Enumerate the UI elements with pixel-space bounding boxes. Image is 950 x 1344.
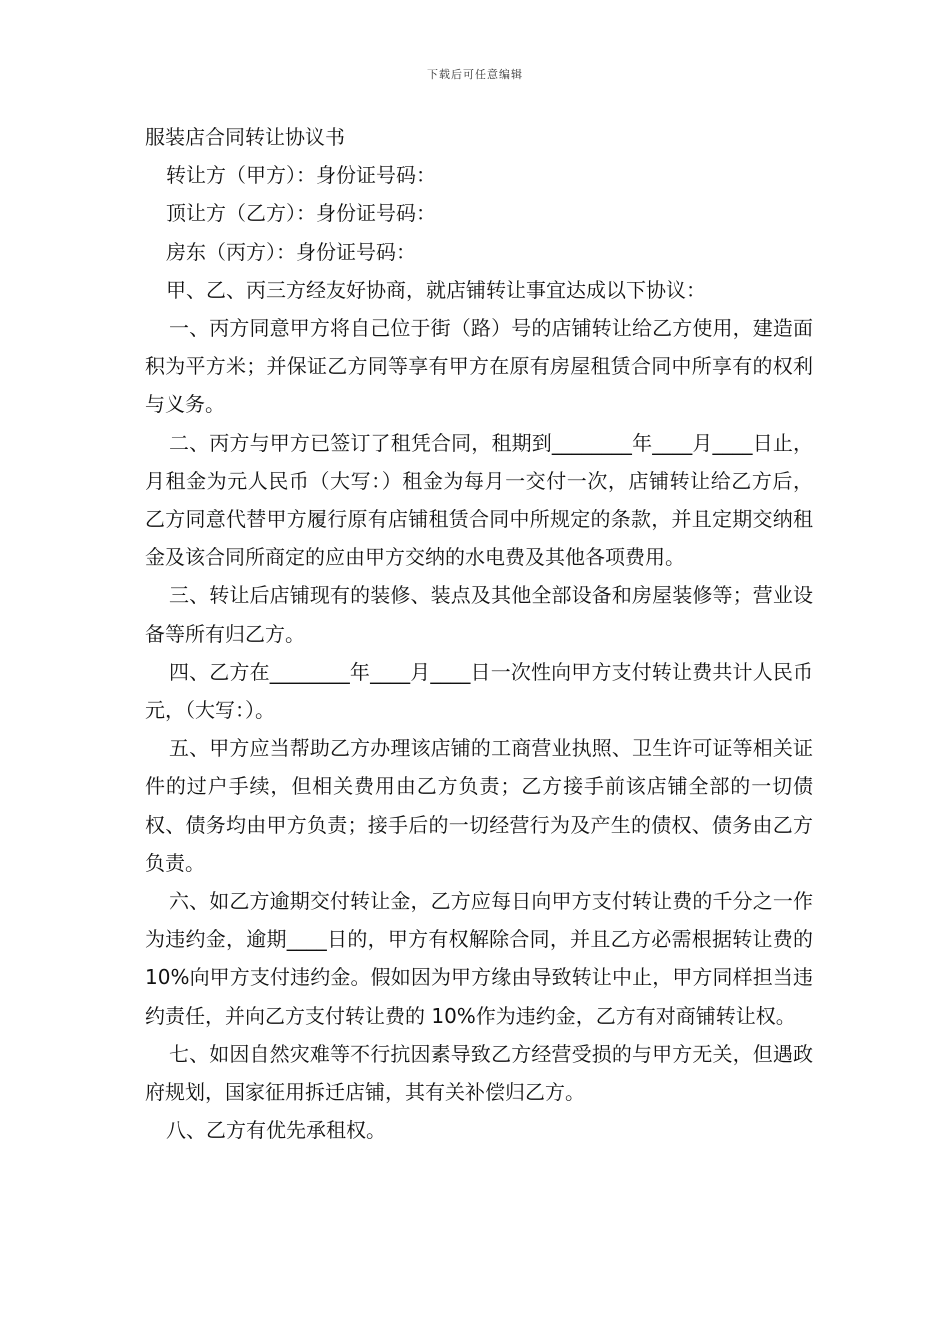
clause-1: 一、丙方同意甲方将自己位于街（路）号的店铺转让给乙方使用，建造面积为平方米；并保证乙方同等享有甲方在原有房屋租赁合同中所享有的权利与义务。	[145, 316, 813, 417]
clause-4: 四、乙方在________年____月____日一次性向甲方支付转让费共计人民币元，（大写：）。	[145, 659, 813, 723]
document-title: 服装店合同转让协议书	[145, 125, 345, 149]
header-note: 下载后可任意编辑	[427, 68, 523, 81]
clause-8: 八、乙方有优先承租权。	[166, 1118, 386, 1143]
clause-3: 三、转让后店铺现有的装修、装点及其他全部设备和房屋装修等；营业设备等所有归乙方。	[145, 583, 813, 646]
party-c-line: 房东（丙方）：身份证号码：	[166, 239, 416, 264]
clause-6: 六、如乙方逾期交付转让金，乙方应每日向甲方支付转让费的千分之一作为违约金，逾期____日的，甲方有权解除合同，并且乙方必需根据转让费的 10%向甲方支付违约金。假如因为甲方缘由导致转让中止，甲方同样担当违约责任，并向乙方支付转让费的 10%作为违约金，乙方有对商铺转让权。	[145, 889, 813, 1028]
clause-5: 五、甲方应当帮助乙方办理该店铺的工商营业执照、卫生许可证等相关证件的过户手续，但相关费用由乙方负责；乙方接手前该店铺全部的一切债权、债务均由甲方负责；接手后的一切经营行为及产生的债权、债务由乙方负责。	[145, 736, 813, 875]
document-body	[145, 118, 813, 1149]
party-a-line: 转让方（甲方）：身份证号码：	[166, 163, 436, 188]
party-b-line: 顶让方（乙方）：身份证号码：	[166, 201, 436, 226]
intro-paragraph: 甲、乙、丙三方经友好协商，就店铺转让事宜达成以下协议：	[166, 277, 706, 302]
clause-2: 二、丙方与甲方已签订了租凭合同，租期到________年____月____日止，月租金为元人民币（大写：）租金为每月一交付一次，店铺转让给乙方后，乙方同意代替甲方履行原有店铺租赁合同中所规定的条款，并且定期交纳租金及该合同所商定的应由甲方交纳的水电费及其他各项费用。	[145, 430, 813, 570]
clause-7: 七、如因自然灾难等不行抗因素导致乙方经营受损的与甲方无关，但遇政府规划，国家征用拆迁店铺，其有关补偿归乙方。	[145, 1041, 813, 1105]
